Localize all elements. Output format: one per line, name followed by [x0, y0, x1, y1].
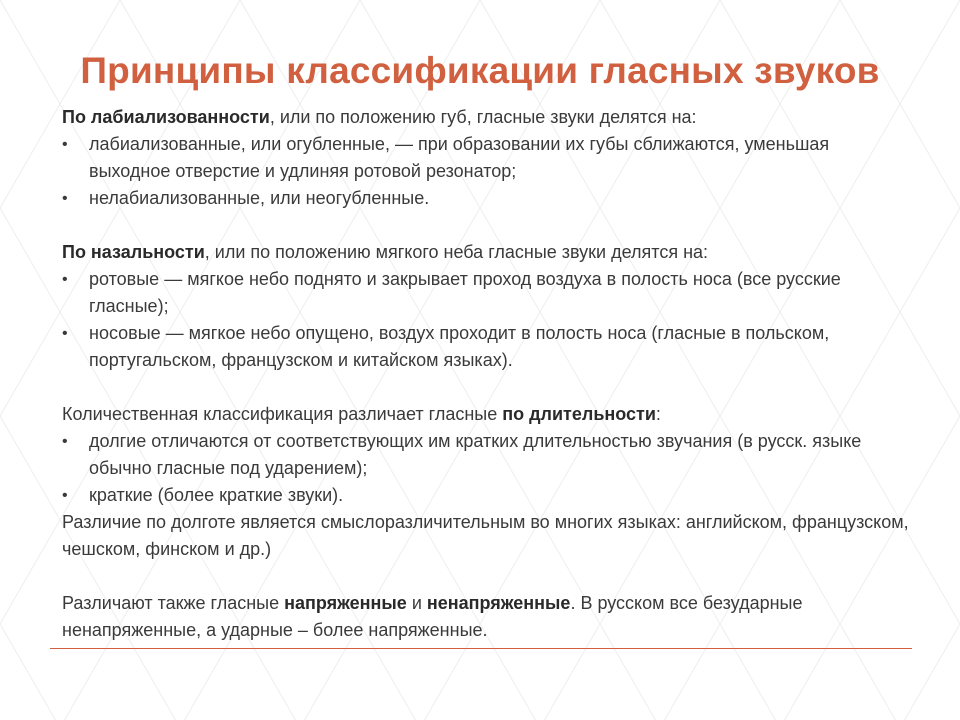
list-item [62, 185, 912, 212]
list-item [62, 320, 912, 374]
slide-title: Принципы классификации гласных звуков [80, 50, 880, 91]
list-item-text: ротовые — мягкое небо поднято и закрывает проход воздуха в полость носа (все русские гласные); [89, 269, 841, 316]
list-item-text: нелабиализованные, или неогубленные. [89, 188, 430, 208]
tension-paragraph [62, 590, 912, 644]
list-item-text: лабиализованные, или огубленные, — при образовании их губы сближаются, уменьшая выходное отверстие и удлиняя ротовой резонатор; [89, 134, 830, 181]
length-list [62, 428, 912, 509]
slide-content [62, 104, 912, 644]
bottom-divider [50, 648, 912, 649]
nasal-list [62, 266, 912, 374]
list-item [62, 428, 912, 482]
length-lead-end: : [655, 404, 661, 424]
tension-text-3: . В русском все безударные ненапряженные, а ударные – более напряженные. [62, 593, 803, 640]
tension-text-1: Различают также гласные [62, 593, 285, 613]
bullet-icon: • [62, 136, 68, 153]
labial-lead-bold: По лабиализованности [62, 107, 270, 127]
nasal-lead-bold: По назальности [62, 242, 205, 262]
list-item-text: краткие (более краткие звуки). [89, 485, 344, 505]
labial-list [62, 131, 912, 212]
bullet-icon: • [62, 487, 68, 504]
list-item [62, 131, 912, 185]
bullet-icon: • [62, 325, 68, 342]
length-lead [62, 401, 912, 428]
pattern-line [905, 0, 960, 720]
tension-text-2: и [406, 593, 427, 613]
labial-lead-text: , или по положению губ, гласные звуки делятся на: [269, 107, 697, 127]
labial-lead [62, 104, 912, 131]
pattern-line [0, 0, 55, 720]
list-item [62, 266, 912, 320]
bullet-icon: • [62, 190, 68, 207]
tension-bold-2: ненапряженные [426, 593, 571, 613]
nasal-lead [62, 239, 912, 266]
length-note: Различие по долготе является смыслоразличительным во многих языках: английском, французском, чешском, финском и др.) [62, 512, 909, 559]
list-item-text: долгие отличаются от соответствующих им кратких длительностью звучания (в русск. языке обычно гласные под ударением); [89, 431, 862, 478]
tension-bold-1: напряженные [284, 593, 407, 613]
length-lead-text: Количественная классификация различает гласные [62, 404, 503, 424]
nasal-lead-text: , или по положению мягкого неба гласные звуки делятся на: [204, 242, 709, 262]
list-item-text: носовые — мягкое небо опущено, воздух проходит в полость носа (гласные в польском, португальском, французском и китайском языках). [89, 323, 830, 370]
bullet-icon: • [62, 433, 68, 450]
bullet-icon: • [62, 271, 68, 288]
length-lead-bold: по длительности [502, 404, 656, 424]
list-item [62, 482, 912, 509]
